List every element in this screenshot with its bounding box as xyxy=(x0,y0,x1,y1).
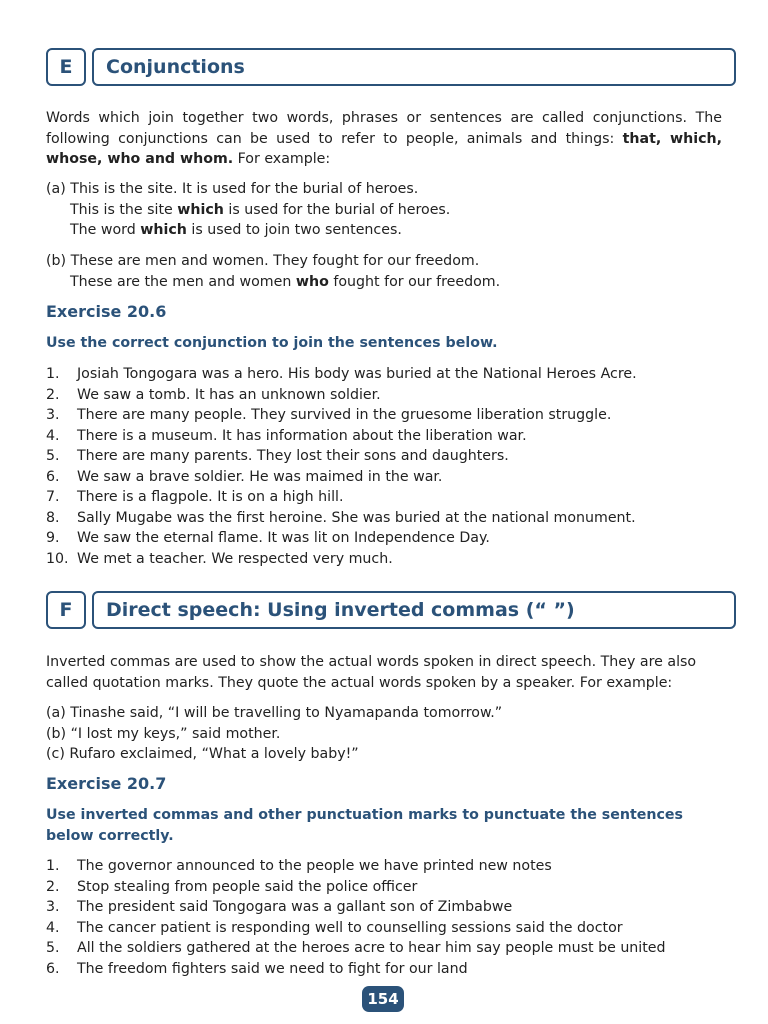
item-text: Josiah Tongogara was a hero. His body was buried at the National Heroes Acre. xyxy=(77,366,637,382)
list-item xyxy=(46,508,736,529)
text-span: The word xyxy=(70,222,141,238)
list-item xyxy=(46,426,736,447)
item-text: There is a museum. It has information about the liberation war. xyxy=(77,427,527,444)
list-item xyxy=(46,549,736,570)
exercise-20-7-list xyxy=(46,856,736,979)
item-text: We saw a brave soldier. He was maimed in the war. xyxy=(77,468,443,485)
section-title: Conjunctions xyxy=(92,48,736,86)
example-a-line3 xyxy=(46,220,722,241)
text-span: is used for the burial of heroes. xyxy=(223,201,451,218)
item-number: 3. xyxy=(46,899,60,915)
intro-tail: For example: xyxy=(233,151,331,167)
list-item xyxy=(46,528,736,549)
list-item xyxy=(46,938,736,959)
list-item xyxy=(46,364,736,385)
text-span: is used to join two sentences. xyxy=(186,222,402,238)
speech-example: (c) Rufaro exclaimed, “What a lovely baby!” xyxy=(46,746,359,762)
example-a-line1: (a) This is the site. It is used for the burial of heroes. xyxy=(46,181,419,197)
example-a xyxy=(46,179,722,241)
item-number: 6. xyxy=(46,960,60,977)
item-number: 1. xyxy=(46,858,60,874)
item-text: The cancer patient is responding well to counselling sessions said the doctor xyxy=(77,919,623,936)
item-text: The president said Tongogara was a gallant son of Zimbabwe xyxy=(77,899,513,915)
list-item xyxy=(46,467,736,488)
exercise-20-6-list xyxy=(46,364,736,569)
exercise-20-6-title: Exercise 20.6 xyxy=(46,302,167,321)
item-text: There are many people. They survived in the gruesome liberation struggle. xyxy=(77,407,612,423)
exercise-20-6-instruction: Use the correct conjunction to join the sentences below. xyxy=(46,335,498,351)
item-text: The freedom fighters said we need to fight for our land xyxy=(77,960,468,977)
section-f-header xyxy=(46,591,736,629)
speech-example: (a) Tinashe said, “I will be travelling to Nyamapanda tomorrow.” xyxy=(46,705,503,721)
bold-word: which xyxy=(177,201,224,218)
list-item xyxy=(46,897,736,918)
intro-text: Words which join together two words, phrases or sentences are called conjunctions. The following conjunctions can be used to refer to people, animals and things: xyxy=(46,110,722,147)
example-a-line2 xyxy=(46,200,722,221)
text-span: This is the site xyxy=(70,201,178,218)
item-text: The governor announced to the people we have printed new notes xyxy=(77,858,552,874)
item-number: 5. xyxy=(46,448,60,464)
item-text: All the soldiers gathered at the heroes acre to hear him say people must be united xyxy=(77,940,666,956)
item-text: Sally Mugabe was the first heroine. She was buried at the national monument. xyxy=(77,509,636,526)
exercise-20-7-instruction: Use inverted commas and other punctuation marks to punctuate the sentences below correctly. xyxy=(46,807,683,844)
item-number: 5. xyxy=(46,940,60,956)
list-item xyxy=(46,856,736,877)
example-b-line1: (b) These are men and women. They fought for our freedom. xyxy=(46,253,480,269)
list-item xyxy=(46,877,736,898)
list-item xyxy=(46,385,736,406)
example-b-line2 xyxy=(46,272,722,293)
item-text: Stop stealing from people said the police officer xyxy=(77,878,418,895)
section-title: Direct speech: Using inverted commas (“ ”) xyxy=(92,591,736,629)
list-item xyxy=(46,405,736,426)
item-number: 2. xyxy=(46,878,60,895)
example-b xyxy=(46,251,722,292)
item-text: We saw the eternal flame. It was lit on Independence Day. xyxy=(77,530,490,546)
exercise-20-7-title: Exercise 20.7 xyxy=(46,774,167,793)
item-number: 6. xyxy=(46,468,60,485)
section-letter: F xyxy=(46,591,86,629)
section-f-intro: Inverted commas are used to show the actual words spoken in direct speech. They are also called quotation marks. They quote the actual words spoken by a speaker. For example: xyxy=(46,654,697,691)
list-item xyxy=(46,487,736,508)
bold-word: which xyxy=(140,222,187,238)
item-number: 7. xyxy=(46,489,60,505)
item-number: 1. xyxy=(46,366,60,382)
item-number: 10. xyxy=(46,550,69,567)
item-text: We met a teacher. We respected very much. xyxy=(77,550,393,567)
list-item xyxy=(46,446,736,467)
section-f-examples xyxy=(46,703,722,765)
item-text: We saw a tomb. It has an unknown soldier. xyxy=(77,386,381,403)
item-text: There is a flagpole. It is on a high hill. xyxy=(77,489,344,505)
intro-bold: that, which, whose, who and whom. xyxy=(46,130,722,167)
item-number: 8. xyxy=(46,509,60,526)
section-e-header xyxy=(46,48,736,86)
item-text: There are many parents. They lost their sons and daughters. xyxy=(77,448,509,464)
item-number: 9. xyxy=(46,530,60,546)
page-number: 154 xyxy=(362,986,404,1012)
speech-example: (b) “I lost my keys,” said mother. xyxy=(46,725,281,742)
item-number: 4. xyxy=(46,427,60,444)
text-span: These are the men and women xyxy=(70,273,296,290)
item-number: 2. xyxy=(46,386,60,403)
item-number: 3. xyxy=(46,407,60,423)
section-e-intro xyxy=(46,108,722,170)
section-letter: E xyxy=(46,48,86,86)
item-number: 4. xyxy=(46,919,60,936)
bold-word: who xyxy=(295,273,329,290)
list-item xyxy=(46,959,736,980)
list-item xyxy=(46,918,736,939)
text-span: fought for our freedom. xyxy=(328,273,501,290)
